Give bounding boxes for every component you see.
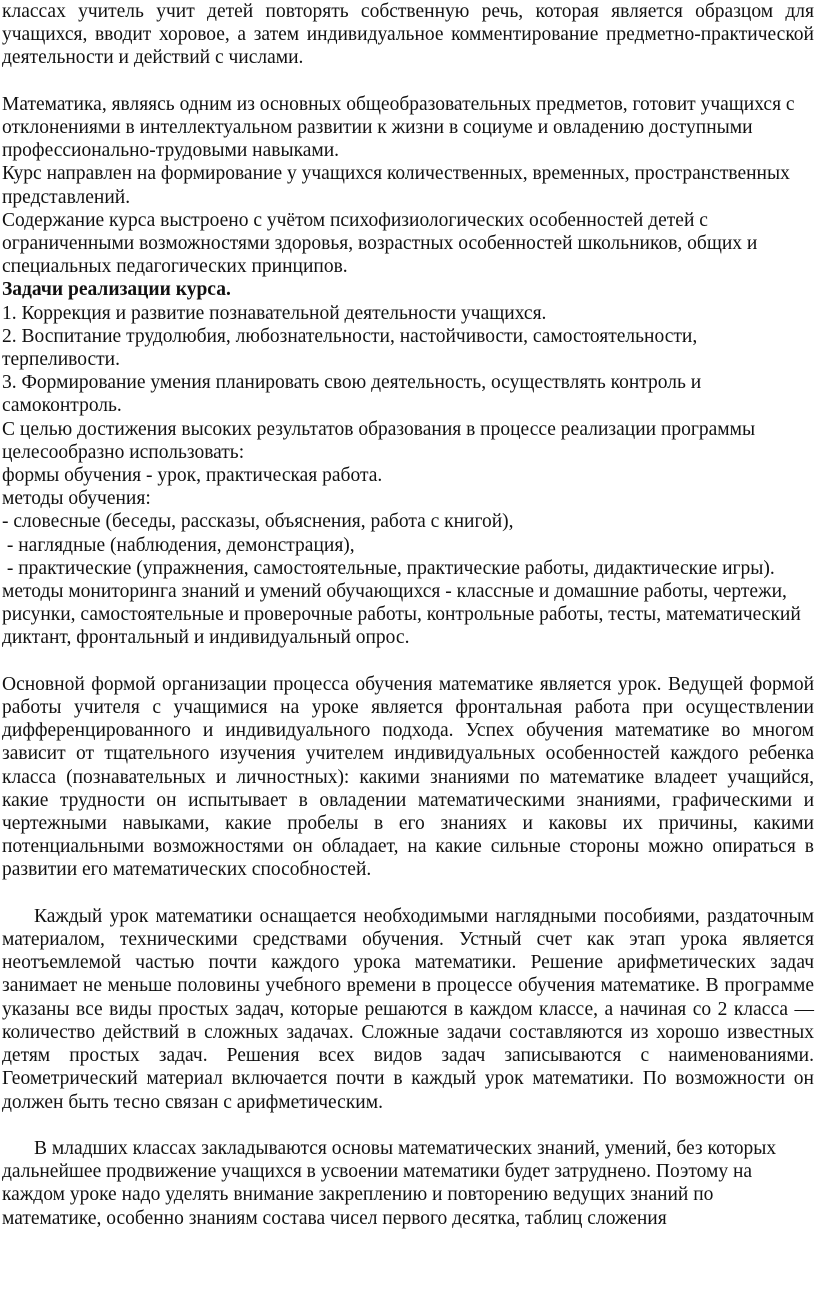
task-item-2: 2. Воспитание трудолюбия, любознательности, настойчивости, самостоятельности, терпеливости. <box>2 325 698 371</box>
methods-heading: методы обучения: <box>2 488 151 510</box>
math-role-paragraph: Математика, являясь одним из основных общеобразовательных предметов, готовит учащихся с отклонениями в интеллектуальном развитии к жизни в социуме и овладению доступными профессионально-трудовыми навыками. <box>2 93 795 162</box>
task-item-1: 1. Коррекция и развитие познавательной деятельности учащихся. <box>2 302 547 324</box>
method-item-verbal: - словесные (беседы, рассказы, объяснения, работа с книгой), <box>2 511 514 533</box>
paragraph-gap <box>0 70 816 93</box>
tasks-heading: Задачи реализации курса. <box>2 279 231 301</box>
lesson-equipment-paragraph: Каждый урок математики оснащается необходимыми наглядными пособиями, раздаточным материалом, техническими средствами обучения. Устный счет как этап урока является неотъемлемой частью почти каждого урока математики. Решение арифметических задач занимает не меньше половины учебного времени в процессе обучения математике. В программе указаны все виды простых задач, которые решаются в каждом классе, а начиная со 2 класса — количество действий в сложных задачах. Сложные задачи составляются из хорошо известных детям простых задач. Решения всех видов задач записываются с наименованиями. Геометрический материал включается почти в каждый урок математики. По возможности он должен быть тесно связан с арифметическим. <box>2 905 814 1113</box>
course-direction-paragraph: Курс направлен на формирование у учащихся количественных, временных, пространственных представлений. <box>2 163 790 208</box>
monitoring-methods-paragraph: методы мониторинга знаний и умений обучающихся - классные и домашние работы, чертежи, рисунки, самостоятельные и проверочные работы, контрольные работы, тесты, математический диктант, фронтальный и индивидуальный опрос. <box>2 581 801 649</box>
intro-continuation-paragraph: классах учитель учит детей повторять собственную речь, которая является образцом для учащихся, вводит хоровое, а затем индивидуальное комментирование предметно-практической деятельности и действий с числами. <box>2 1 814 69</box>
paragraph-gap <box>0 650 816 673</box>
paragraph-gap <box>0 1114 816 1137</box>
task-item-3: 3. Формирование умения планировать свою деятельность, осуществлять контроль и самоконтроль. <box>2 372 702 417</box>
paragraph-gap <box>0 882 816 905</box>
goal-statement-paragraph: С целью достижения высоких результатов образования в процессе реализации программы целесообразно использовать: <box>2 418 756 463</box>
course-content-paragraph: Содержание курса выстроено с учётом психофизиологических особенностей детей с ограниченными возможностями здоровья, возрастных особенностей школьников, общих и специальных педагогических принципов. <box>2 209 758 278</box>
forms-of-learning-line: формы обучения - урок, практическая работа. <box>2 465 383 487</box>
method-item-practical: - практические (упражнения, самостоятельные, практические работы, дидактические игры). <box>2 557 775 579</box>
lesson-form-paragraph: Основной формой организации процесса обучения математике является урок. Ведущей формой работы учителя с учащимися на уроке является фронтальная работа при осуществлении дифференцированного и индивидуального подхода. Успех обучения математике во многом зависит от тщательного изучения учителем индивидуальных особенностей каждого ребенка класса (познавательных и личностных): какими знаниями по математике владеет учащийся, какие трудности он испытывает в овладении математическими знаниями, графическими и чертежными навыками, какие пробелы в его знаниях и каковы их причины, какими потенциальными возможностями он обладает, на какие сильные стороны можно опираться в развитии его математических способностей. <box>2 673 814 881</box>
method-item-visual: - наглядные (наблюдения, демонстрация), <box>2 534 355 556</box>
junior-classes-paragraph: В младших классах закладываются основы математических знаний, умений, без которых дальнейшее продвижение учащихся в усвоении математики будет затруднено. Поэтому на каждом уроке надо уделять внимание закреплению и повторению ведущих знаний по математике, особенно знаниям состава чисел первого десятка, таблиц сложения <box>2 1137 777 1229</box>
